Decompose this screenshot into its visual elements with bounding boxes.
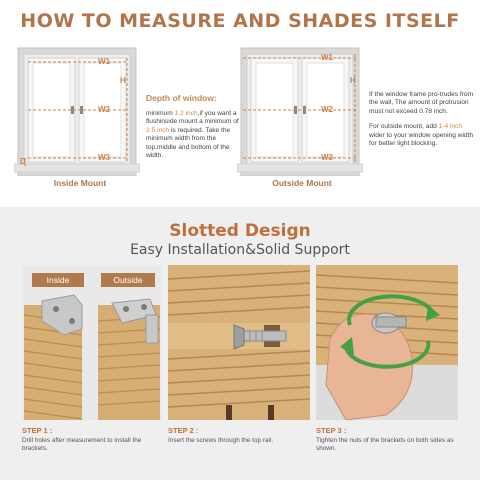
- step1-photo: [22, 265, 162, 420]
- step3-heading: STEP 3 :: [316, 426, 347, 435]
- outside-mount-window: [237, 46, 363, 176]
- step3-text: Tighten the nuts of the brackets on both sides as shown.: [316, 437, 454, 453]
- page-title: HOW TO MEASURE AND SHADES ITSELF: [20, 10, 460, 32]
- step2-text: Insert the screws through the top rail.: [168, 437, 274, 444]
- inside-d-label: D: [20, 157, 26, 166]
- step2-heading: STEP 2 :: [168, 426, 199, 435]
- inside-mount-window: [14, 46, 140, 176]
- depth-text: minimum 1.2 inch,if you want a flushinside mount a minimum of 2.5 inch is required. Take the minimum width from the top,middle and bottom of the width.: [146, 110, 239, 160]
- inside-mount-label: Inside Mount: [53, 178, 107, 188]
- step1-heading: STEP 1 :: [22, 426, 53, 435]
- step3-photo: [316, 265, 458, 420]
- slotted-subtitle: Easy Installation&Solid Support: [130, 242, 350, 258]
- outside-note: [369, 91, 475, 155]
- outside-tag: Outside: [101, 273, 155, 287]
- outside-note-a: If the window frame pro-trudes from the wall, The amount of protrusion must not exceed 0.78 inch.: [369, 91, 474, 115]
- step2-photo: [168, 265, 310, 420]
- slotted-title: Slotted Design: [169, 221, 311, 241]
- outside-w1-label: W1: [321, 53, 333, 62]
- step1-text: Drill holes after measurement to install the brackets.: [22, 437, 142, 453]
- outside-note-b: For outside mount, add 1-4 inch wider to your window opening width for better light blocking.: [369, 123, 474, 148]
- inside-h-label: H: [120, 76, 126, 85]
- inside-tag: Inside: [32, 273, 84, 287]
- outside-w2-label: W2: [321, 105, 333, 114]
- outside-mount-label: Outside Mount: [272, 178, 332, 188]
- outside-h-label: H: [350, 76, 356, 85]
- inside-w2-label: W2: [98, 105, 110, 114]
- inside-w3-label: W3: [98, 153, 110, 162]
- inside-w1-label: W1: [98, 57, 110, 66]
- depth-title: Depth of window:: [146, 93, 217, 103]
- outside-w3-label: W3: [321, 153, 333, 162]
